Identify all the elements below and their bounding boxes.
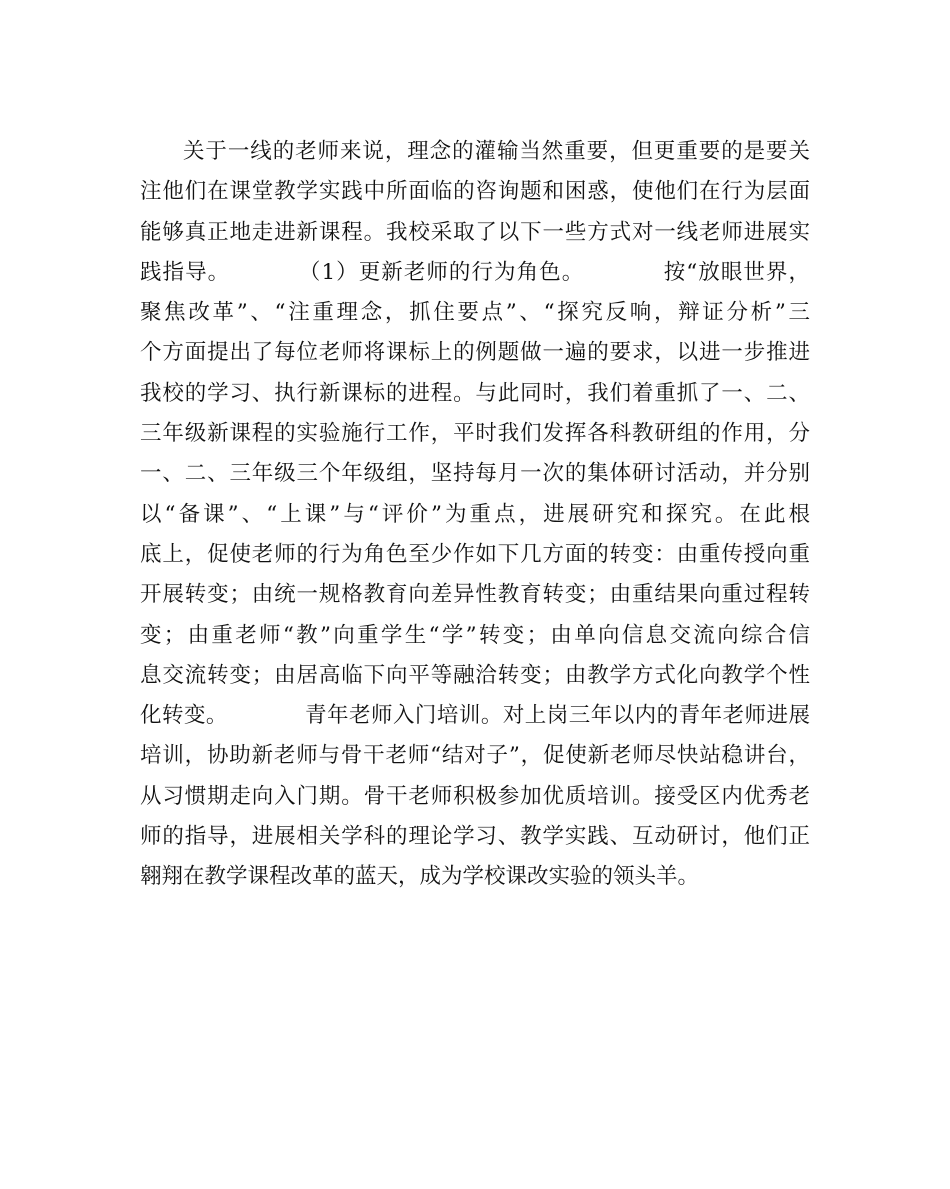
text-line: 践指导。 （1）更新老师的行为角色。 按“放眼世界， bbox=[140, 259, 810, 285]
text-line: 我校的学习、执行新课标的进程。与此同时，我们着重抓了一、二、 bbox=[140, 380, 810, 406]
text-line: 培训，协助新老师与骨干老师“结对子”，促使新老师尽快站稳讲台， bbox=[140, 743, 810, 769]
text-line: 个方面提出了每位老师将课标上的例题做一遍的要求，以进一步推进 bbox=[140, 340, 810, 366]
text-line: 变；由重老师“教”向重学生“学”转变；由单向信息交流向综合信 bbox=[140, 622, 810, 648]
body-paragraph bbox=[140, 132, 810, 898]
text-line: 关于一线的老师来说，理念的灌输当然重要，但更重要的是要关 bbox=[183, 139, 810, 164]
text-line: 以“备课”、“上课”与“评价”为重点，进展研究和探究。在此根 bbox=[140, 501, 810, 527]
text-line: 一、二、三年级三个年级组，坚持每月一次的集体研讨活动，并分别 bbox=[140, 461, 810, 487]
text-line: 能够真正地走进新课程。我校采取了以下一些方式对一线老师进展实 bbox=[140, 219, 810, 245]
text-line: 注他们在课堂教学实践中所面临的咨询题和困惑，使他们在行为层面 bbox=[140, 179, 810, 205]
text-line: 聚焦改革”、“注重理念，抓住要点”、“探究反响，辩证分析”三 bbox=[140, 300, 810, 326]
text-line: 三年级新课程的实验施行工作，平时我们发挥各科教研组的作用，分 bbox=[140, 421, 810, 447]
text-line: 息交流转变；由居高临下向平等融洽转变；由教学方式化向教学个性 bbox=[140, 662, 810, 688]
text-line: 开展转变；由统一规格教育向差异性教育转变；由重结果向重过程转 bbox=[140, 582, 810, 608]
text-line: 底上，促使老师的行为角色至少作如下几方面的转变：由重传授向重 bbox=[140, 541, 810, 567]
text-line: 化转变。 青年老师入门培训。对上岗三年以内的青年老师进展 bbox=[140, 703, 810, 729]
text-line: 师的指导，进展相关学科的理论学习、教学实践、互动研讨，他们正 bbox=[140, 824, 810, 850]
text-line: 从习惯期走向入门期。骨干老师积极参加优质培训。接受区内优秀老 bbox=[140, 783, 810, 809]
text-line: 翱翔在教学课程改革的蓝天，成为学校课改实验的领头羊。 bbox=[140, 864, 700, 890]
